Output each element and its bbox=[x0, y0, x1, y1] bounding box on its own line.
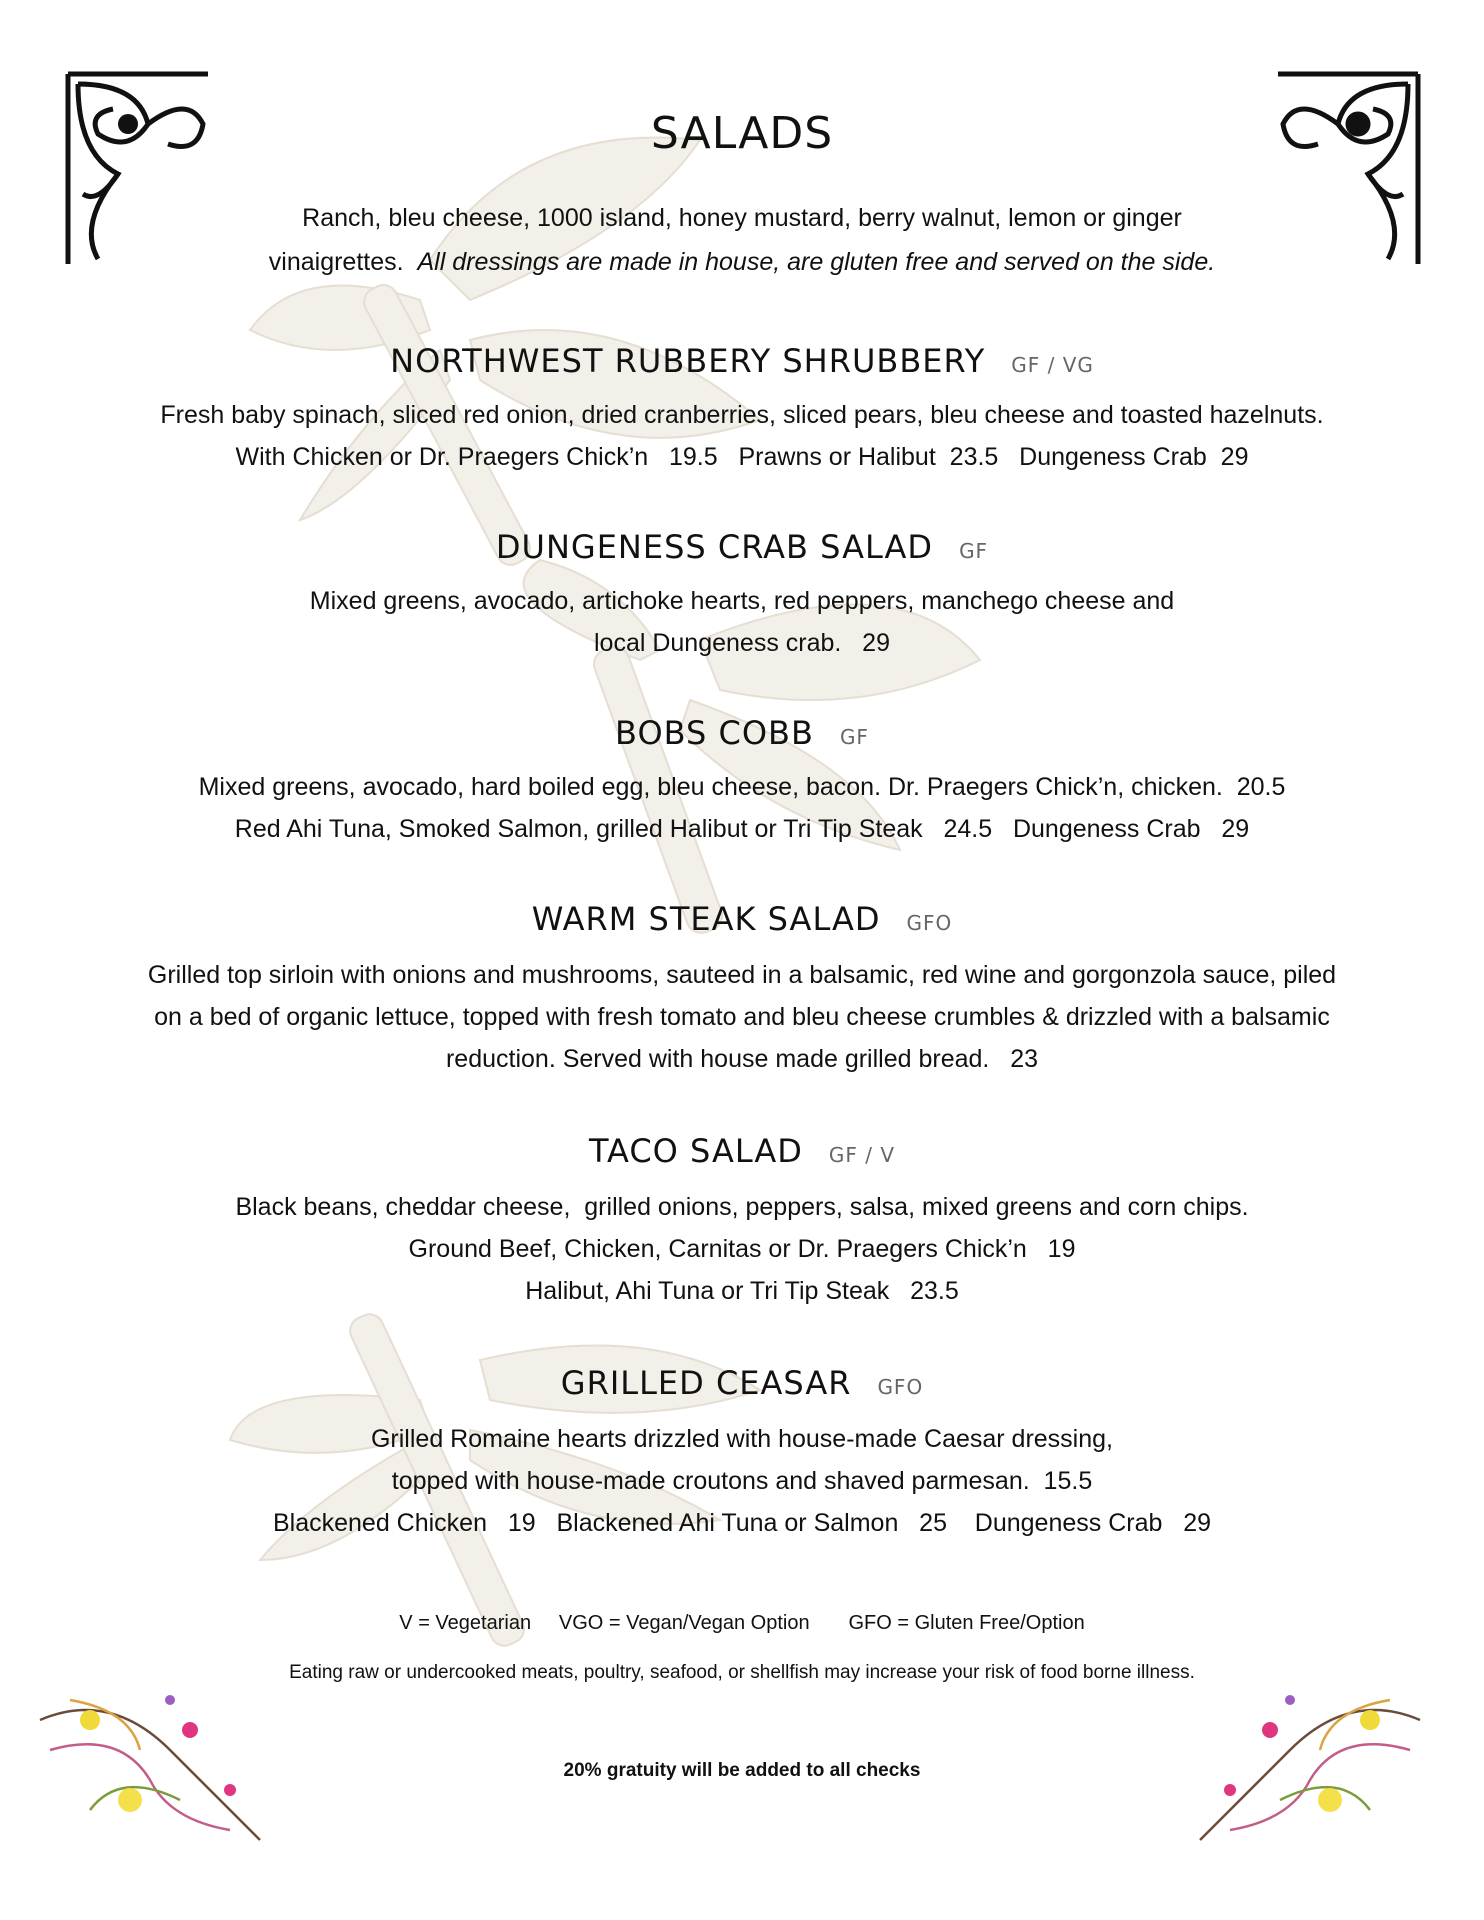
item-diet-tag: GF bbox=[959, 539, 989, 563]
item-diet-tag: GF bbox=[839, 725, 869, 749]
diet-legend: V = Vegetarian VGO = Vegan/Vegan Option GFO = Gluten Free/Option bbox=[399, 1612, 1085, 1634]
floral-swirl-bottom-right bbox=[1190, 1660, 1430, 1850]
item-diet-tag: GFO bbox=[906, 911, 953, 935]
item-description bbox=[60, 954, 1424, 1080]
item-line: local Dungeness crab. 29 bbox=[593, 629, 890, 657]
item-line: With Chicken or Dr. Praegers Chick’n 19.5 Prawns or Halibut 23.5 Dungeness Crab 29 bbox=[235, 443, 1249, 471]
item-name: WARM STEAK SALAD bbox=[531, 900, 881, 938]
item-name: DUNGENESS CRAB SALAD bbox=[495, 528, 934, 566]
item-line: reduction. Served with house made grilled bread. 23 bbox=[445, 1045, 1039, 1073]
floral-swirl-bottom-left bbox=[30, 1660, 270, 1850]
intro-line-2 bbox=[0, 240, 1484, 284]
item-name: TACO SALAD bbox=[588, 1132, 803, 1170]
item-line: topped with house-made croutons and shaved parmesan. 15.5 bbox=[391, 1467, 1093, 1495]
item-diet-tag: GF / VG bbox=[1011, 353, 1094, 377]
dressings-intro bbox=[0, 196, 1484, 284]
item-heading bbox=[0, 528, 1484, 566]
item-name: NORTHWEST RUBBERY SHRUBBERY bbox=[390, 342, 986, 380]
item-line: Black beans, cheddar cheese, grilled onions, peppers, salsa, mixed greens and corn chips. bbox=[235, 1193, 1249, 1221]
item-line: on a bed of organic lettuce, topped with fresh tomato and bleu cheese crumbles & drizzled with a balsamic bbox=[154, 1003, 1330, 1031]
item-line: Mixed greens, avocado, hard boiled egg, bleu cheese, bacon. Dr. Praegers Chick’n, chicken. 20.5 bbox=[198, 773, 1286, 801]
item-description bbox=[60, 580, 1424, 664]
item-description bbox=[60, 1186, 1424, 1312]
item-line: Blackened Chicken 19 Blackened Ahi Tuna or Salmon 25 Dungeness Crab 29 bbox=[272, 1509, 1212, 1537]
item-line: Fresh baby spinach, sliced red onion, dried cranberries, sliced pears, bleu cheese and toasted hazelnuts. bbox=[160, 401, 1324, 429]
intro-line-2-italic: All dressings are made in house, are gluten free and served on the side. bbox=[417, 248, 1216, 276]
item-diet-tag: GFO bbox=[877, 1375, 924, 1399]
item-heading bbox=[0, 1132, 1484, 1170]
item-line: Red Ahi Tuna, Smoked Salmon, grilled Halibut or Tri Tip Steak 24.5 Dungeness Crab 29 bbox=[234, 815, 1250, 843]
item-name: BOBS COBB bbox=[615, 714, 814, 752]
intro-line-1: Ranch, bleu cheese, 1000 island, honey mustard, berry walnut, lemon or ginger bbox=[302, 204, 1182, 232]
item-description bbox=[60, 394, 1424, 478]
item-diet-tag: GF / V bbox=[828, 1143, 896, 1167]
item-line: Ground Beef, Chicken, Carnitas or Dr. Praegers Chick’n 19 bbox=[408, 1235, 1076, 1263]
item-line: Grilled top sirloin with onions and mushrooms, sauteed in a balsamic, red wine and gorgonzola sauce, piled bbox=[147, 961, 1337, 989]
item-name: GRILLED CEASAR bbox=[560, 1364, 852, 1402]
item-heading bbox=[0, 342, 1484, 380]
food-safety-warning: Eating raw or undercooked meats, poultry, seafood, or shellfish may increase your risk of food borne illness. bbox=[289, 1662, 1195, 1683]
item-description bbox=[60, 766, 1424, 850]
item-heading bbox=[0, 1364, 1484, 1402]
item-description bbox=[60, 1418, 1424, 1544]
gratuity-note: 20% gratuity will be added to all checks bbox=[563, 1760, 921, 1781]
intro-line-2-plain: vinaigrettes. bbox=[268, 248, 404, 276]
item-line: Mixed greens, avocado, artichoke hearts, red peppers, manchego cheese and bbox=[309, 587, 1175, 615]
page-title: SALADS bbox=[650, 108, 834, 159]
item-heading bbox=[0, 714, 1484, 752]
item-line: Grilled Romaine hearts drizzled with house-made Caesar dressing, bbox=[370, 1425, 1113, 1453]
item-heading bbox=[0, 900, 1484, 938]
item-line: Halibut, Ahi Tuna or Tri Tip Steak 23.5 bbox=[525, 1277, 959, 1305]
